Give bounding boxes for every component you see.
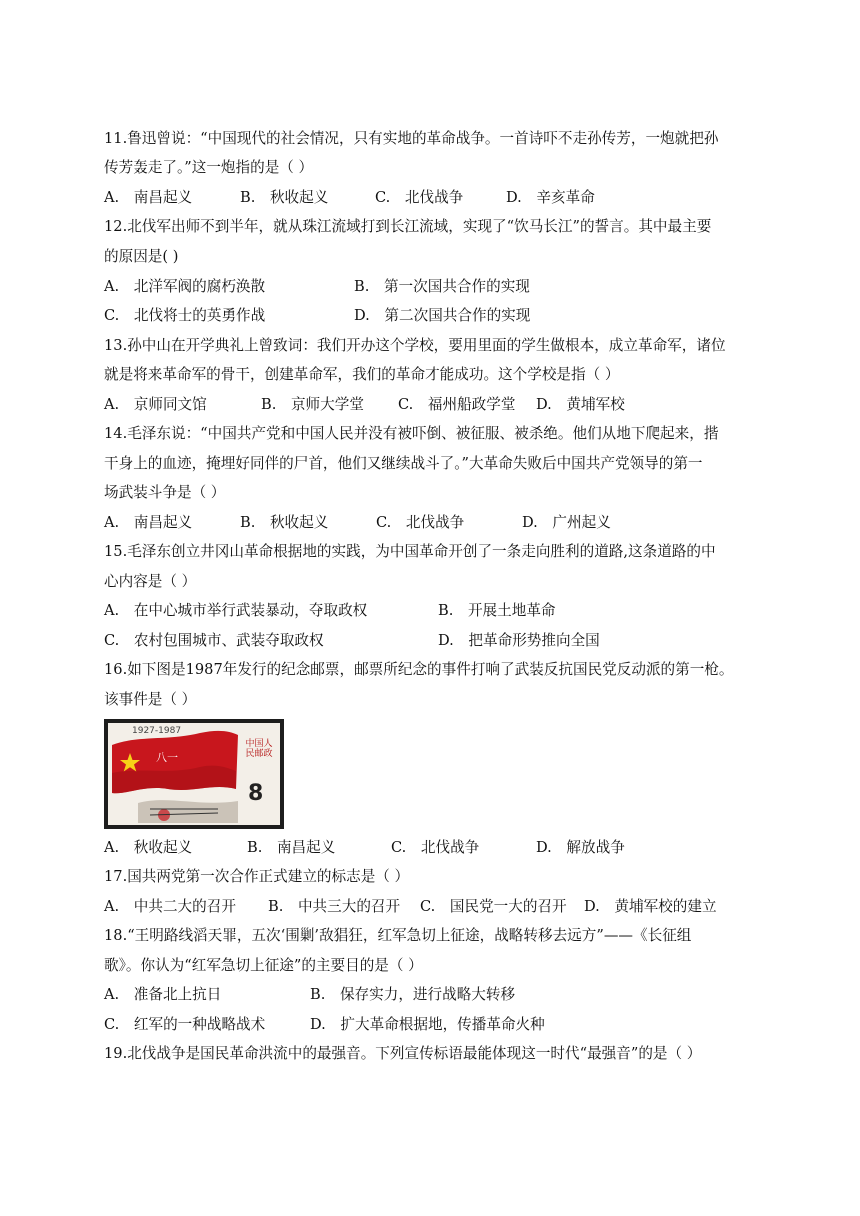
option-a: A. 准备北上抗日 — [104, 986, 222, 1003]
option-c: C. 福州船政学堂 — [398, 396, 516, 413]
option-a: A. 南昌起义 — [104, 189, 193, 206]
option-b: B. 南昌起义 — [247, 839, 336, 856]
stamp-denomination: 8 — [248, 781, 264, 806]
question-16-stem-line-1: 16.如下图是1987年发行的纪念邮票，邮票所纪念的事件打响了武装反抗国民党反动派的第一枪。 — [104, 661, 734, 678]
option-a: A. 在中心城市举行武装暴动，夺取政权 — [104, 602, 368, 619]
option-b: B. 开展土地革命 — [438, 602, 556, 619]
question-13-stem-line-1: 13.孙中山在开学典礼上曾致词：我们开办这个学校，要用里面的学生做根本，成立革命军，诸位 — [104, 337, 726, 354]
question-11-stem-line-2: 传芳轰走了。”这一炮指的是（ ） — [104, 159, 314, 176]
option-a: A. 中共二大的召开 — [104, 898, 236, 915]
option-d: D. 解放战争 — [536, 839, 625, 856]
question-14-stem-line-2: 干身上的血迹，掩埋好同伴的尸首，他们又继续战斗了。”大革命失败后中国共产党领导的第一 — [104, 455, 703, 472]
option-c: C. 北伐战争 — [375, 189, 464, 206]
question-15-stem-line-1: 15.毛泽东创立井冈山革命根据地的实践，为中国革命开创了一条走向胜利的道路,这条道路的中 — [104, 543, 716, 560]
option-c: C. 国民党一大的召开 — [420, 898, 567, 915]
option-b: B. 京师大学堂 — [261, 396, 364, 413]
question-18-stem-line-2: 歌》。你认为“红军急切上征途”的主要目的是（ ） — [104, 957, 423, 974]
question-17-stem-line-1: 17.国共两党第一次合作正式建立的标志是（ ） — [104, 868, 410, 885]
option-b: B. 中共三大的召开 — [268, 898, 401, 915]
option-d: D. 把革命形势推向全国 — [438, 632, 600, 649]
option-b: B. 秋收起义 — [240, 514, 329, 531]
option-d: D. 黄埔军校的建立 — [584, 898, 717, 915]
option-c: C. 北伐战争 — [376, 514, 465, 531]
question-16-stem-line-2: 该事件是（ ） — [104, 691, 197, 708]
option-a: A. 秋收起义 — [104, 839, 193, 856]
stamp-side-text: 中国人民邮政 — [245, 739, 273, 759]
option-c: C. 农村包围城市、武装夺取政权 — [104, 632, 324, 649]
question-18-stem-line-1: 18.“王明路线滔天罪，五次‘围剿’敌猖狂，红军急切上征途，战略转移去远方”——《长征组 — [104, 927, 692, 944]
question-15-stem-line-2: 心内容是（ ） — [104, 573, 197, 590]
option-c: C. 红军的一种战略战术 — [104, 1016, 266, 1033]
question-19-stem-line-1: 19.北伐战争是国民革命洪流中的最强音。下列宣传标语最能体现这一时代“最强音”的是（ ） — [104, 1045, 702, 1062]
option-d: D. 第二次国共合作的实现 — [354, 307, 531, 324]
option-b: B. 秋收起义 — [240, 189, 329, 206]
option-c: C. 北伐战争 — [391, 839, 480, 856]
option-d: D. 广州起义 — [522, 514, 611, 531]
option-b: B. 保存实力，进行战略大转移 — [310, 986, 516, 1003]
stamp-face — [108, 723, 280, 825]
option-a: A. 京师同文馆 — [104, 396, 207, 413]
option-c: C. 北伐将士的英勇作战 — [104, 307, 266, 324]
question-14-stem-line-1: 14.毛泽东说：“中国共产党和中国人民并没有被吓倒、被征服、被杀绝。他们从地下爬起来，揩 — [104, 425, 719, 442]
option-a: A. 南昌起义 — [104, 514, 193, 531]
question-14-stem-line-3: 场武装斗争是（ ） — [104, 484, 226, 501]
commemorative-stamp-image — [104, 719, 284, 829]
option-b: B. 第一次国共合作的实现 — [354, 278, 530, 295]
question-13-stem-line-2: 就是将来革命军的骨干，创建革命军，我们的革命才能成功。这个学校是指（ ） — [104, 366, 620, 383]
option-d: D. 扩大革命根据地，传播革命火种 — [310, 1016, 545, 1033]
question-12-stem-line-2: 的原因是( ) — [104, 248, 179, 265]
question-11-stem-line-1: 11.鲁迅曾说：“中国现代的社会情况，只有实地的革命战争。一首诗吓不走孙传芳，一炮就把孙 — [104, 130, 719, 147]
option-d: D. 辛亥革命 — [506, 189, 595, 206]
stamp-flag-text: 八一 — [156, 751, 178, 764]
option-a: A. 北洋军阀的腐朽涣散 — [104, 278, 266, 295]
option-d: D. 黄埔军校 — [536, 396, 625, 413]
stamp-year-text: 1927-1987 — [132, 726, 182, 736]
question-12-stem-line-1: 12.北伐军出师不到半年，就从珠江流域打到长江流域，实现了“饮马长江”的誓言。其中最主要 — [104, 218, 712, 235]
